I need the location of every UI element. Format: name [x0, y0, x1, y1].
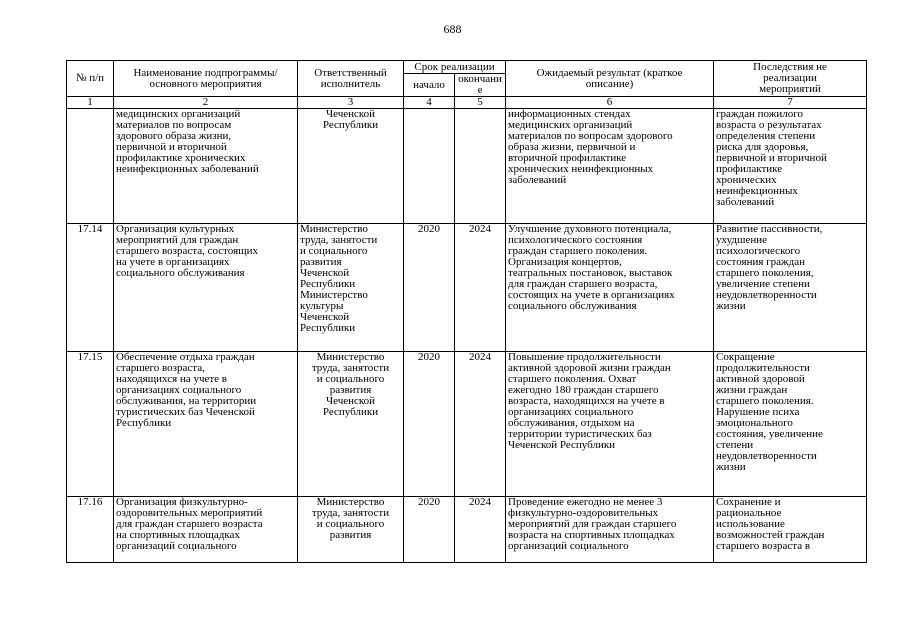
row-num: 17.14 [67, 224, 114, 352]
row-end: 2024 [455, 224, 506, 352]
row-responsible: Чеченской Республики [298, 109, 404, 224]
row-start: 2020 [404, 224, 455, 352]
row-num: 17.15 [67, 352, 114, 497]
row-result: информационных стендах медицинских организаций материалов по вопросам здорового образа жизни, первичной и вторичной профилактике хронических неинфекционных заболеваний [506, 109, 714, 224]
table-row [67, 497, 867, 563]
header-result: Ожидаемый результат (краткое описание) [506, 61, 714, 97]
header-responsible: Ответственный исполнитель [298, 61, 404, 97]
row-start: 2020 [404, 352, 455, 497]
header-consequences: Последствия не реализации мероприятий [714, 61, 867, 97]
column-number: 7 [714, 97, 867, 109]
row-end: 2024 [455, 497, 506, 563]
row-name: медицинских организаций материалов по вопросам здорового образа жизни, первичной и вторичной профилактике хронических неинфекционных заболеваний [114, 109, 298, 224]
column-number: 4 [404, 97, 455, 109]
row-name: Обеспечение отдыха граждан старшего возраста, находящихся на учете в организациях социального обслуживания, на территории туристических баз Чеченской Республики [114, 352, 298, 497]
row-consequences: Развитие пассивности, ухудшение психологического состояния граждан старшего поколения, увеличение степени неудовлетворенности жизни [714, 224, 867, 352]
table-row [67, 224, 867, 352]
row-consequences: Сохранение и рациональное использование возможностей граждан старшего возраста в [714, 497, 867, 563]
header-num: № п/п [67, 61, 114, 97]
row-num: 17.16 [67, 497, 114, 563]
row-consequences: Сокращение продолжительности активной здоровой жизни граждан старшего поколения. Нарушение психа эмоционального состояния, увеличение степени неудовлетворенности жизни [714, 352, 867, 497]
row-consequences: граждан пожилого возраста о результатах определения степени риска для здоровья, первичной и вторичной профилактике хронических неинфекционных заболеваний [714, 109, 867, 224]
row-num [67, 109, 114, 224]
row-result: Проведение ежегодно не менее 3 физкультурно-оздоровительных мероприятий для граждан старшего возраста на спортивных площадках организаций социального [506, 497, 714, 563]
row-responsible: Министерство труда, занятости и социального развития [298, 497, 404, 563]
column-number: 3 [298, 97, 404, 109]
row-start [404, 109, 455, 224]
row-result: Повышение продолжительности активной здоровой жизни граждан старшего поколения. Охват ежегодно 180 граждан старшего возраста, находящихся на учете в организациях социального обслуживания, отдыхом на территории туристических баз Чеченской Республики [506, 352, 714, 497]
header-end: окончани е [455, 74, 506, 97]
row-start: 2020 [404, 497, 455, 563]
program-table [66, 60, 867, 563]
row-responsible: Министерство труда, занятости и социального развития Чеченской Республики [298, 352, 404, 497]
column-number: 1 [67, 97, 114, 109]
table-row [67, 109, 867, 224]
row-name: Организация физкультурно- оздоровительных мероприятий для граждан старшего возраста на спортивных площадках организаций социального [114, 497, 298, 563]
column-number: 5 [455, 97, 506, 109]
row-responsible: Министерство труда, занятости и социального развития Чеченской Республики Министерство культуры Чеченской Республики [298, 224, 404, 352]
column-number: 6 [506, 97, 714, 109]
row-end: 2024 [455, 352, 506, 497]
page-number: 688 [443, 22, 462, 36]
row-end [455, 109, 506, 224]
row-name: Организация культурных мероприятий для граждан старшего возраста, состоящих на учете в организациях социального обслуживания [114, 224, 298, 352]
table-row [67, 352, 867, 497]
row-result: Улучшение духовного потенциала, психологического состояния граждан старшего поколения. Организация концертов, театральных постановок, выставок для граждан старшего возраста, состоящих на учете в организациях социального обслуживания [506, 224, 714, 352]
column-number: 2 [114, 97, 298, 109]
header-period: Срок реализации [404, 61, 506, 74]
header-start: начало [404, 74, 455, 97]
header-name: Наименование подпрограммы/ основного мероприятия [114, 61, 298, 97]
